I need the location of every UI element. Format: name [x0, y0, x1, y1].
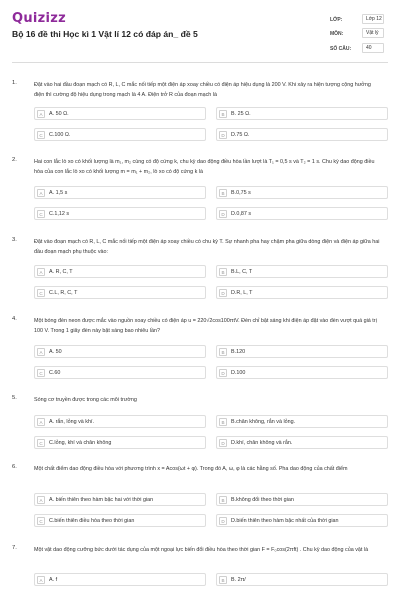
- option-a[interactable]: [34, 345, 206, 358]
- question-number: 6.: [12, 464, 17, 470]
- meta-label-count: SỐ CÂU:: [330, 46, 352, 52]
- option-c[interactable]: [34, 207, 206, 220]
- option-c[interactable]: [34, 366, 206, 379]
- option-letter-box: D: [219, 369, 227, 377]
- option-text: C.lỏng, khí và chân không: [49, 440, 112, 446]
- option-d[interactable]: [216, 207, 388, 220]
- option-b[interactable]: [216, 345, 388, 358]
- option-b[interactable]: [216, 265, 388, 278]
- option-b[interactable]: [216, 107, 388, 120]
- option-text: C.1,12 s: [49, 211, 70, 217]
- option-text: B.L, C, T: [231, 269, 253, 275]
- option-b[interactable]: [216, 186, 388, 199]
- option-letter-box: C: [37, 210, 45, 218]
- option-text: A. rắn, lỏng và khí.: [49, 419, 94, 425]
- question-number: 4.: [12, 316, 17, 322]
- option-letter-box: A: [37, 348, 45, 356]
- option-letter-box: D: [219, 131, 227, 139]
- option-text: D.75 Ω.: [231, 132, 250, 138]
- option-text: A. biến thiên theo hàm bậc hai với thời gian: [49, 497, 154, 503]
- option-text: C.L, R, C, T: [49, 290, 78, 296]
- option-letter-box: A: [37, 576, 45, 584]
- option-c[interactable]: [34, 286, 206, 299]
- option-text: C.biến thiên điều hòa theo thời gian: [49, 518, 135, 524]
- option-letter-box: B: [219, 110, 227, 118]
- option-d[interactable]: [216, 128, 388, 141]
- option-text: B. 2π/: [231, 577, 246, 583]
- option-text: A. 50: [49, 349, 62, 355]
- option-letter-box: B: [219, 348, 227, 356]
- meta-value-class: Lớp 12: [362, 14, 384, 24]
- option-a[interactable]: [34, 573, 206, 586]
- option-text: B.chân không, rắn và lỏng.: [231, 419, 296, 425]
- option-letter-box: D: [219, 210, 227, 218]
- option-letter-box: C: [37, 289, 45, 297]
- question-text: Đặt vào đoạn mạch có R, L, C mắc nối tiếp một điện áp xoay chiều có chu kỳ T. Sự nhanh pha hay chậm pha giữa dòng điện và điện áp giữa hai đầu đoạn mạch phụ thuộc vào:: [34, 239, 380, 255]
- option-text: B.120: [231, 349, 246, 355]
- option-letter-box: A: [37, 268, 45, 276]
- option-c[interactable]: [34, 128, 206, 141]
- question-number: 2.: [12, 157, 17, 163]
- option-d[interactable]: [216, 286, 388, 299]
- question-text: Hai con lắc lò xo có khối lượng là m₁, m₂ cùng có độ cứng k, chu kỳ dao động điều hòa lần lượt là T₁ = 0,5 s và T₂ = 1 s. Chu kỳ dao động điều hòa của con lắc lò xo có khối lượng m = m₁ + m₂, lò xo có độ cứng k là: [34, 159, 375, 175]
- option-b[interactable]: [216, 415, 388, 428]
- quizizz-logo: Quizizz: [12, 11, 67, 26]
- option-text: D.R, L, T: [231, 290, 253, 296]
- option-c[interactable]: [34, 514, 206, 527]
- option-letter-box: C: [37, 439, 45, 447]
- option-a[interactable]: [34, 107, 206, 120]
- page-title: Bộ 16 đề thi Học kì 1 Vật lí 12 có đáp án_ đề 5: [12, 29, 198, 39]
- option-letter-box: A: [37, 418, 45, 426]
- option-letter-box: B: [219, 189, 227, 197]
- question-text: Sóng cơ truyền được trong các môi trường: [34, 397, 137, 403]
- question-number: 5.: [12, 395, 17, 401]
- option-b[interactable]: [216, 493, 388, 506]
- option-letter-box: A: [37, 496, 45, 504]
- option-text: B.0,75 s: [231, 190, 251, 196]
- option-letter-box: C: [37, 517, 45, 525]
- document-header: [0, 0, 400, 66]
- option-text: A. 1,5 s: [49, 190, 68, 196]
- question-text: Một chất điểm dao động điều hòa với phương trình x = Acos(ωt + φ). Trong đó A, ω, φ là các hằng số. Pha dao động của chất điểm: [34, 466, 348, 472]
- option-text: C.60: [49, 370, 61, 376]
- question-number: 1.: [12, 80, 17, 86]
- question-text: Một vật dao động cưỡng bức dưới tác dụng của một ngoại lực biến đổi điều hòa theo thời gian F = F₀cos(2πft) . Chu kỳ dao động của vật là: [34, 547, 369, 553]
- option-letter-box: D: [219, 439, 227, 447]
- meta-label-class: LỚP:: [330, 17, 343, 23]
- option-text: A. f: [49, 577, 58, 583]
- option-c[interactable]: [34, 436, 206, 449]
- option-letter-box: C: [37, 369, 45, 377]
- option-text: B. 25 Ω.: [231, 111, 251, 117]
- option-letter-box: B: [219, 418, 227, 426]
- option-text: D.biến thiên theo hàm bậc nhất của thời gian: [231, 518, 339, 524]
- option-text: D.0,87 s: [231, 211, 252, 217]
- option-d[interactable]: [216, 514, 388, 527]
- option-text: A. 50 Ω.: [49, 111, 69, 117]
- meta-value-count: 40: [362, 43, 384, 53]
- option-letter-box: A: [37, 110, 45, 118]
- question-text: Đặt vào hai đầu đoạn mạch có R, L, C mắc nối tiếp một điện áp xoay chiều có điện áp hiệu dụng là 200 V. Khi xảy ra hiện tượng cộng hưởng điện thì cường độ hiệu dụng trong mạch là 4 A. Điện trở R của đoạn mạch là: [34, 82, 371, 98]
- option-a[interactable]: [34, 186, 206, 199]
- meta-label-subject: MÔN:: [330, 31, 344, 37]
- option-text: B.không đổi theo thời gian: [231, 497, 294, 503]
- option-d[interactable]: [216, 436, 388, 449]
- option-letter-box: B: [219, 576, 227, 584]
- option-a[interactable]: [34, 415, 206, 428]
- option-letter-box: B: [219, 268, 227, 276]
- option-letter-box: C: [37, 131, 45, 139]
- option-d[interactable]: [216, 366, 388, 379]
- option-letter-box: A: [37, 189, 45, 197]
- question-number: 7.: [12, 545, 17, 551]
- option-text: D.100: [231, 370, 246, 376]
- option-a[interactable]: [34, 265, 206, 278]
- option-letter-box: D: [219, 289, 227, 297]
- question-text: Một bóng đèn neon được mắc vào nguồn xoay chiều có điện áp u = 220√2cos100πtV. Đèn chỉ bật sáng khi điện áp đặt vào đèn vượt quá giá trị 100 V. Trong 1 giây đèn này bật sáng bao nhiêu lần?: [34, 318, 377, 334]
- option-a[interactable]: [34, 493, 206, 506]
- meta-value-subject: Vật lý: [362, 28, 384, 38]
- option-text: C.100 Ω.: [49, 132, 71, 138]
- header-divider: [12, 62, 388, 63]
- option-text: D.khí, chân không và rắn.: [231, 440, 293, 446]
- option-letter-box: B: [219, 496, 227, 504]
- option-b[interactable]: [216, 573, 388, 586]
- option-text: A. R, C, T: [49, 269, 73, 275]
- question-number: 3.: [12, 237, 17, 243]
- option-letter-box: D: [219, 517, 227, 525]
